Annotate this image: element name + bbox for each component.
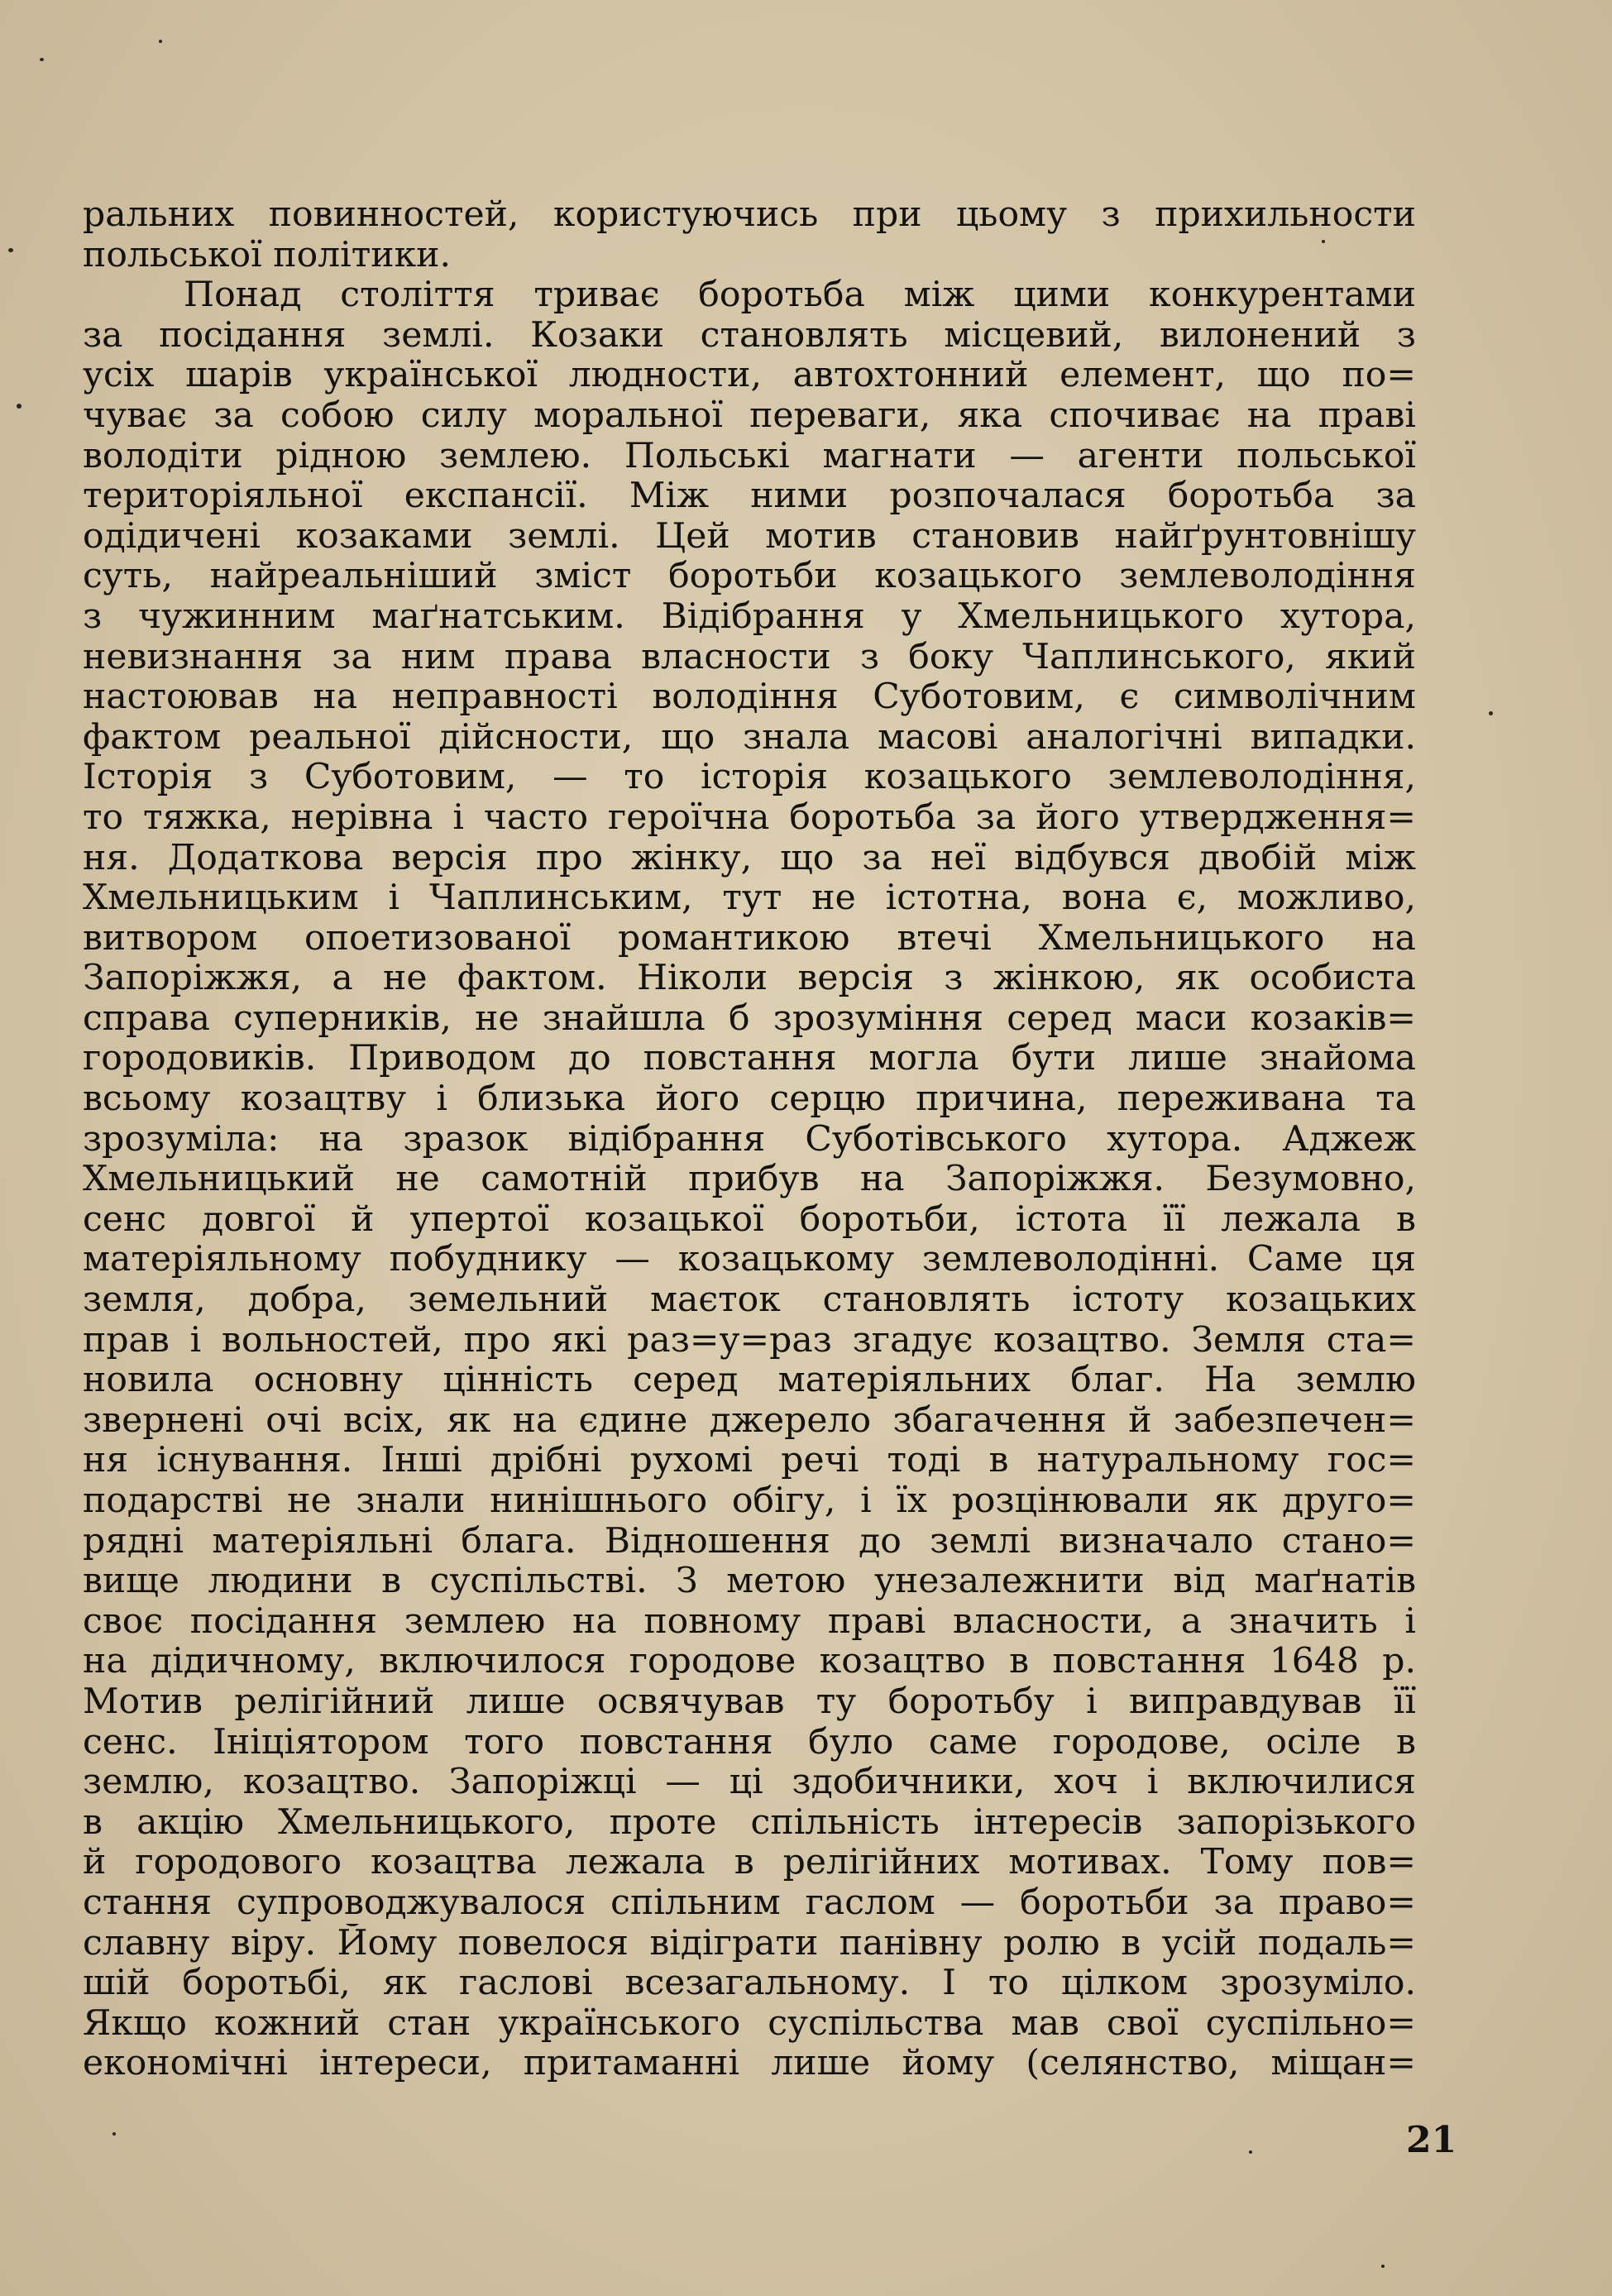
text-line: зрозуміла: на зразок відібрання Суботівського хутора. Аджеж	[83, 1119, 1416, 1160]
text-line: володіти рідною землею. Польські магнати — агенти польської	[83, 436, 1416, 476]
text-line: Хмельницьким і Чаплинським, тут не істотна, вона є, можливо,	[83, 878, 1416, 919]
text-line: настоював на неправності володіння Суботовим, є символічним	[83, 677, 1416, 718]
text-line: в акцію Хмельницького, проте спільність інтересів запорізького	[83, 1802, 1416, 1843]
page-number: 21	[1406, 2119, 1457, 2161]
text-line: стання супроводжувалося спільним гаслом — боротьби за право=	[83, 1882, 1416, 1923]
text-line: сенс. Ініціятором того повстання було саме городове, осіле в	[83, 1722, 1416, 1763]
text-line: територіяльної експансії. Між ними розпочалася боротьба за	[83, 476, 1416, 517]
text-line: славну віру. Йому повелося відіграти панівну ролю в усій подаль=	[83, 1923, 1416, 1964]
text-line: городовиків. Приводом до повстання могла бути лише знайома	[83, 1039, 1416, 1079]
scan-speck	[1381, 2265, 1385, 2268]
text-line: ня існування. Інші дрібні рухомі речі тоді в натуральному гос=	[83, 1441, 1416, 1481]
scan-speck	[1249, 2150, 1252, 2154]
text-line: подарстві не знали нинішнього обігу, і їх розцінювали як друго=	[83, 1481, 1416, 1521]
text-line: з чужинним маґнатським. Відібрання у Хмельницького хутора,	[83, 596, 1416, 637]
scan-speck	[112, 2132, 116, 2136]
paragraph-2	[83, 275, 1416, 2084]
text-line: економічні інтереси, притаманні лише йому (селянство, міщан=	[83, 2044, 1416, 2084]
text-line: невизнання за ним права власности з боку Чаплинського, який	[83, 637, 1416, 677]
text-line: своє посідання землею на повному праві власности, а значить і	[83, 1601, 1416, 1642]
text-line: на дідичному, включилося городове козацтво в повстання 1648 р.	[83, 1642, 1416, 1682]
text-line: вище людини в суспільстві. З метою унезалежнити від маґнатів	[83, 1562, 1416, 1602]
text-line: Мотив релігійний лише освячував ту боротьбу і виправдував її	[83, 1681, 1416, 1722]
text-line: всьому козацтву і близька його серцю причина, переживана та	[83, 1079, 1416, 1120]
scan-speck	[40, 58, 44, 61]
text-line: усіх шарів української людности, автохтонний елемент, що по=	[83, 356, 1416, 396]
text-line: ня. Додаткова версія про жінку, що за неї відбувся двобій між	[83, 838, 1416, 878]
text-line: рядні матеріяльні блага. Відношення до землі визначало стано=	[83, 1521, 1416, 1562]
text-line: шій боротьбі, як гаслові всезагальному. І то цілком зрозуміло.	[83, 1964, 1416, 2004]
text-line: матеріяльному побуднику — козацькому землеволодінні. Саме ця	[83, 1240, 1416, 1280]
text-line: прав і вольностей, про які раз=у=раз згадує козацтво. Земля ста=	[83, 1320, 1416, 1361]
text-line: чуває за собою силу моральної переваги, яка спочиває на праві	[83, 395, 1416, 436]
text-line: справа суперників, не знайшла б зрозуміння серед маси козаків=	[83, 998, 1416, 1039]
text-line: звернені очі всіх, як на єдине джерело збагачення й забезпечен=	[83, 1400, 1416, 1441]
text-line: й городового козацтва лежала в релігійних мотивах. Тому пов=	[83, 1843, 1416, 1883]
text-line: землю, козацтво. Запоріжці — ці здобичники, хоч і включилися	[83, 1763, 1416, 1803]
text-line: Запоріжжя, а не фактом. Ніколи версія з жінкою, як особиста	[83, 959, 1416, 999]
text-line: фактом реальної дійсности, що знала масові аналогічні випадки.	[83, 717, 1416, 758]
scan-speck	[17, 404, 22, 409]
text-line: польської політики.	[83, 235, 451, 275]
text-line: новила основну цінність серед матеріяльних благ. На землю	[83, 1361, 1416, 1401]
text-line: Понад століття триває боротьба між цими конкурентами	[184, 275, 1416, 316]
paragraph-1	[83, 195, 1416, 275]
text-line: витвором опоетизованої романтикою втечі Хмельницького на	[83, 918, 1416, 959]
text-line: ральних повинностей, користуючись при цьому з прихильности	[83, 195, 1416, 235]
scan-speck	[159, 40, 162, 43]
scan-speck	[8, 248, 13, 252]
text-line: сенс довгої й упертої козацької боротьби, істота її лежала в	[83, 1199, 1416, 1240]
text-line: Хмельницький не самотній прибув на Запоріжжя. Безумовно,	[83, 1160, 1416, 1200]
text-line: Якщо кожний стан українського суспільства мав свої суспільно=	[83, 2003, 1416, 2044]
text-line: одідичені козаками землі. Цей мотив становив найґрунтовнішу	[83, 516, 1416, 557]
text-line: Історія з Суботовим, — то історія козацького землеволодіння,	[83, 758, 1416, 798]
text-line: за посідання землі. Козаки становлять місцевий, вилонений з	[83, 315, 1416, 356]
text-line: то тяжка, нерівна і часто героїчна боротьба за його утвердження=	[83, 797, 1416, 838]
scan-speck	[1489, 711, 1493, 715]
text-line: суть, найреальніший зміст боротьби козацького землеволодіння	[83, 557, 1416, 597]
text-line: земля, добра, земельний маєток становлять істоту козацьких	[83, 1280, 1416, 1321]
body-text	[83, 195, 1416, 2084]
